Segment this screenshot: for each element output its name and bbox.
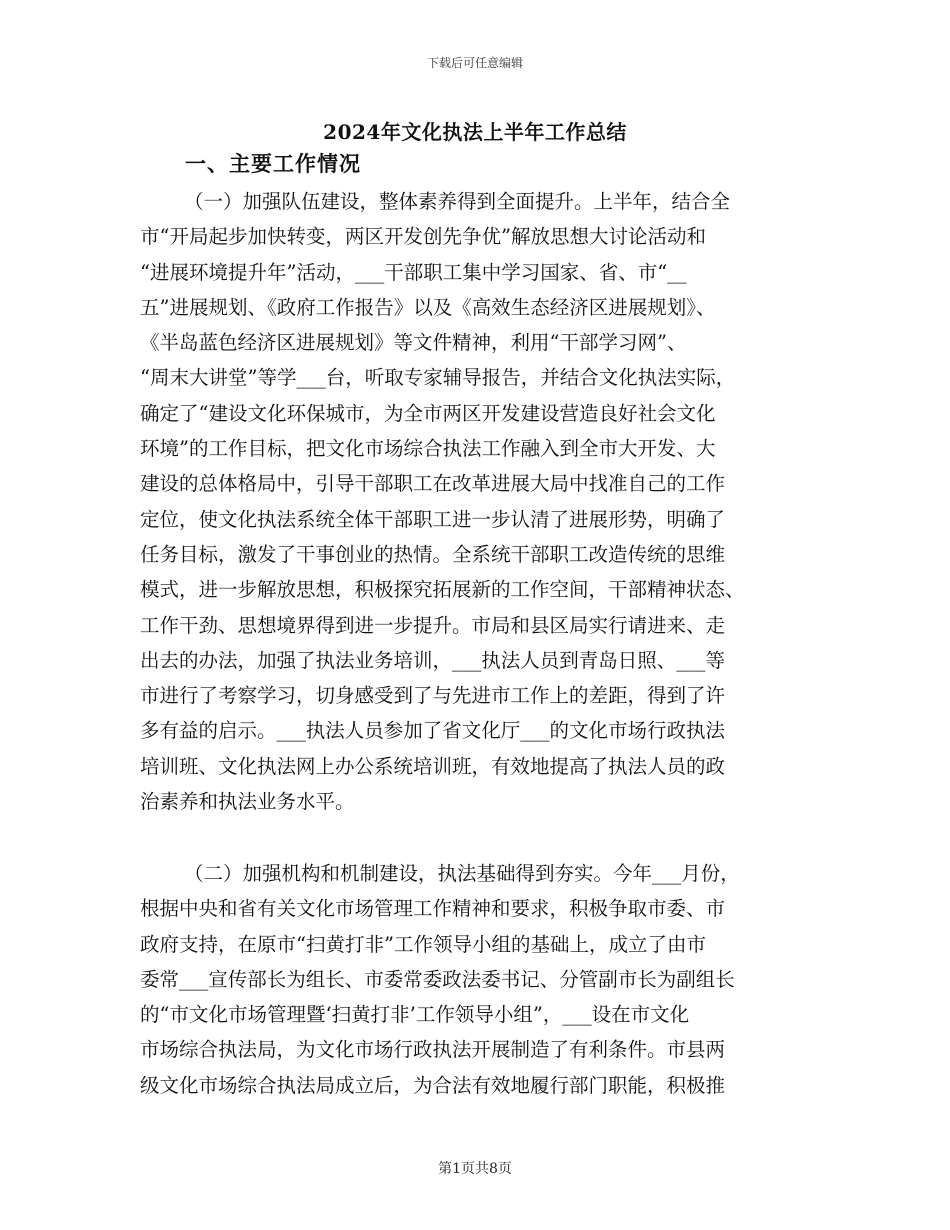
document-title: 2024年文化执法上半年工作总结 xyxy=(323,120,627,144)
paragraph-line: 市“开局起步加快转变，两区开发创先争优”解放思想大讨论活动和 xyxy=(140,225,706,249)
paragraph-line: 多有益的启示。___执法人员参加了省文化厅___的文化市场行政执法 xyxy=(140,719,726,743)
paragraph-line: 市场综合执法局，为文化市场行政执法开展制造了有利条件。市县两 xyxy=(140,1038,726,1062)
paragraph-line: 的“市文化市场管理暨‘扫黄打非’工作领导小组”，___设在市文化 xyxy=(140,1003,690,1027)
paragraph-line: （二）加强机构和机制建设，执法基础得到夯实。今年___月份， xyxy=(184,862,740,885)
paragraph-line: 治素养和执法业务水平。 xyxy=(140,790,355,814)
paragraph-line: “进展环境提升年”活动，___干部职工集中学习国家、省、市“__ xyxy=(140,260,687,284)
paragraph-line: 根据中央和省有关文化市场管理工作精神和要求，积极争取市委、市 xyxy=(140,897,726,921)
paragraph-line: 委常___宣传部长为组长、市委常委政法委书记、分管副市长为副组长 xyxy=(140,967,735,991)
paragraph-line: 确定了“建设文化环保城市，为全市两区开发建设营造良好社会文化 xyxy=(140,401,716,425)
paragraph-line: 任务目标，激发了干事创业的热情。全系统干部职工改造传统的思维 xyxy=(140,542,726,566)
section-heading: 一、主要工作情况 xyxy=(185,151,361,176)
paragraph-line: 模式，进一步解放思想，积极探究拓展新的工作空间，干部精神状态、 xyxy=(140,578,745,602)
paragraph-1 xyxy=(140,184,820,819)
paragraph-line: 出去的办法，加强了执法业务培训，___执法人员到青岛日照、___等 xyxy=(140,648,726,672)
paragraph-line: （一）加强队伍建设，整体素养得到全面提升。上半年，结合全 xyxy=(184,190,731,213)
paragraph-2 xyxy=(140,856,820,1103)
paragraph-line: 《半岛蓝色经济区进展规划》等文件精神，利用“干部学习网”、 xyxy=(140,331,687,355)
paragraph-line: 定位，使文化执法系统全体干部职工进一步认清了进展形势，明确了 xyxy=(140,507,726,531)
paragraph-line: 培训班、文化执法网上办公系统培训班，有效地提高了执法人员的政 xyxy=(140,754,726,778)
paragraph-line: 政府支持，在原市“扫黄打非”工作领导小组的基础上，成立了由市 xyxy=(140,932,706,956)
page-footer: 第1页共8页 xyxy=(438,1161,512,1177)
paragraph-line: 市进行了考察学习，切身感受到了与先进市工作上的差距，得到了许 xyxy=(140,684,726,708)
download-note: 下载后可任意编辑 xyxy=(426,56,523,70)
paragraph-line: 五”进展规划、《政府工作报告》以及《高效生态经济区进展规划》、 xyxy=(140,295,716,319)
paragraph-line: “周末大讲堂”等学___台，听取专家辅导报告，并结合文化执法实际， xyxy=(140,366,736,390)
paragraph-line: 建设的总体格局中，引导干部职工在改革进展大局中找准自己的工作 xyxy=(140,472,726,496)
paragraph-line: 级文化市场综合执法局成立后，为合法有效地履行部门职能，积极推 xyxy=(140,1073,726,1097)
paragraph-line: 工作干劲、思想境界得到进一步提升。市局和县区局实行请进来、走 xyxy=(140,613,726,637)
paragraph-line: 环境”的工作目标，把文化市场综合执法工作融入到全市大开发、大 xyxy=(140,437,716,461)
